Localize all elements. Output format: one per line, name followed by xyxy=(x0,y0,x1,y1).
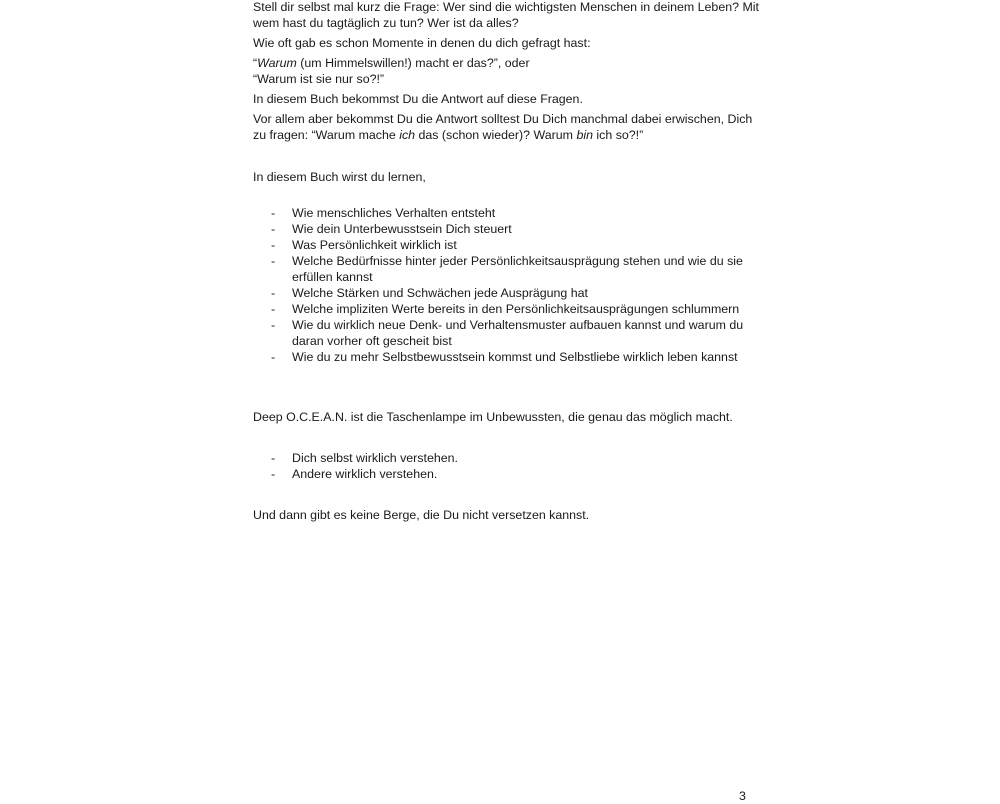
text-run: das (schon wieder)? Warum xyxy=(415,128,577,142)
list-item-text xyxy=(292,349,738,365)
list-item-line: Wie du zu mehr Selbstbewusstsein kommst und Selbstliebe wirklich leben kannst xyxy=(292,350,738,364)
list-item-text xyxy=(292,466,437,482)
text-run: ich so?!” xyxy=(592,128,644,142)
list-item-text xyxy=(292,450,458,466)
ocean-paragraph: Deep O.C.E.A.N. ist die Taschenlampe im Unbewussten, die genau das möglich macht. xyxy=(253,410,733,424)
closing-paragraph: Und dann gibt es keine Berge, die Du nicht versetzen kannst. xyxy=(253,508,590,522)
list-bullet: - xyxy=(271,254,276,268)
quote-rest: (um Himmelswillen!) macht er das?”, oder xyxy=(296,56,530,70)
list-bullet: - xyxy=(271,467,276,481)
list-item-line: Welche Bedürfnisse hinter jeder Persönlichkeitsausprägung stehen und wie du sie xyxy=(292,254,743,268)
list-bullet: - xyxy=(271,318,276,332)
italic-run: ich xyxy=(399,128,416,142)
list-bullet: - xyxy=(271,302,276,316)
list-bullet: - xyxy=(271,350,276,364)
italic-run: bin xyxy=(576,128,593,142)
intro-paragraph-2: Wie oft gab es schon Momente in denen du dich gefragt hast: xyxy=(253,36,591,50)
quote-2: “Warum ist sie nur so?!” xyxy=(253,72,385,86)
document-page xyxy=(253,0,759,800)
list-item-line: Welche impliziten Werte bereits in den Persönlichkeitsausprägungen schlummern xyxy=(292,302,740,316)
list-item-line: Wie menschliches Verhalten entsteht xyxy=(292,206,496,220)
text-line: wem hast du tagtäglich zu tun? Wer ist da alles? xyxy=(253,16,519,30)
list-item-line: Dich selbst wirklich verstehen. xyxy=(292,451,458,465)
list-item-text xyxy=(292,285,588,301)
page-number: 3 xyxy=(739,789,746,803)
list-bullet: - xyxy=(271,238,276,252)
list-bullet: - xyxy=(271,222,276,236)
list-item-line: daran vorher oft gescheit bist xyxy=(292,334,452,348)
quote-italic: Warum xyxy=(257,56,297,70)
list-item-text xyxy=(292,221,512,237)
list-item-line: Was Persönlichkeit wirklich ist xyxy=(292,238,457,252)
list-item-line: erfüllen kannst xyxy=(292,270,373,284)
list-item-text xyxy=(292,205,495,221)
quote-1 xyxy=(253,55,753,71)
quote-open: “ xyxy=(253,56,258,70)
list-item-line: Andere wirklich verstehen. xyxy=(292,467,438,481)
list-bullet: - xyxy=(271,451,276,465)
list-item-line: Welche Stärken und Schwächen jede Ausprägung hat xyxy=(292,286,588,300)
list-bullet: - xyxy=(271,206,276,220)
intro-paragraph-1 xyxy=(253,0,759,31)
text-line: Stell dir selbst mal kurz die Frage: Wer sind die wichtigsten Menschen in deinem Leben? Mit xyxy=(253,0,759,14)
text-line: Vor allem aber bekommst Du die Antwort solltest Du Dich manchmal dabei erwischen, Dich xyxy=(253,112,753,126)
intro-paragraph-3: In diesem Buch bekommst Du die Antwort auf diese Fragen. xyxy=(253,92,583,106)
list-item-text xyxy=(292,237,457,253)
list-item-text xyxy=(292,253,743,285)
learn-intro: In diesem Buch wirst du lernen, xyxy=(253,170,426,184)
list-item-text xyxy=(292,317,743,349)
list-item-line: Wie du wirklich neue Denk- und Verhaltensmuster aufbauen kannst und warum du xyxy=(292,318,744,332)
list-bullet: - xyxy=(271,286,276,300)
list-item-line: Wie dein Unterbewusstsein Dich steuert xyxy=(292,222,512,236)
text-run: zu fragen: “Warum mache xyxy=(253,128,400,142)
list-item-text xyxy=(292,301,739,317)
intro-paragraph-4 xyxy=(253,111,753,143)
text-line xyxy=(253,127,753,143)
